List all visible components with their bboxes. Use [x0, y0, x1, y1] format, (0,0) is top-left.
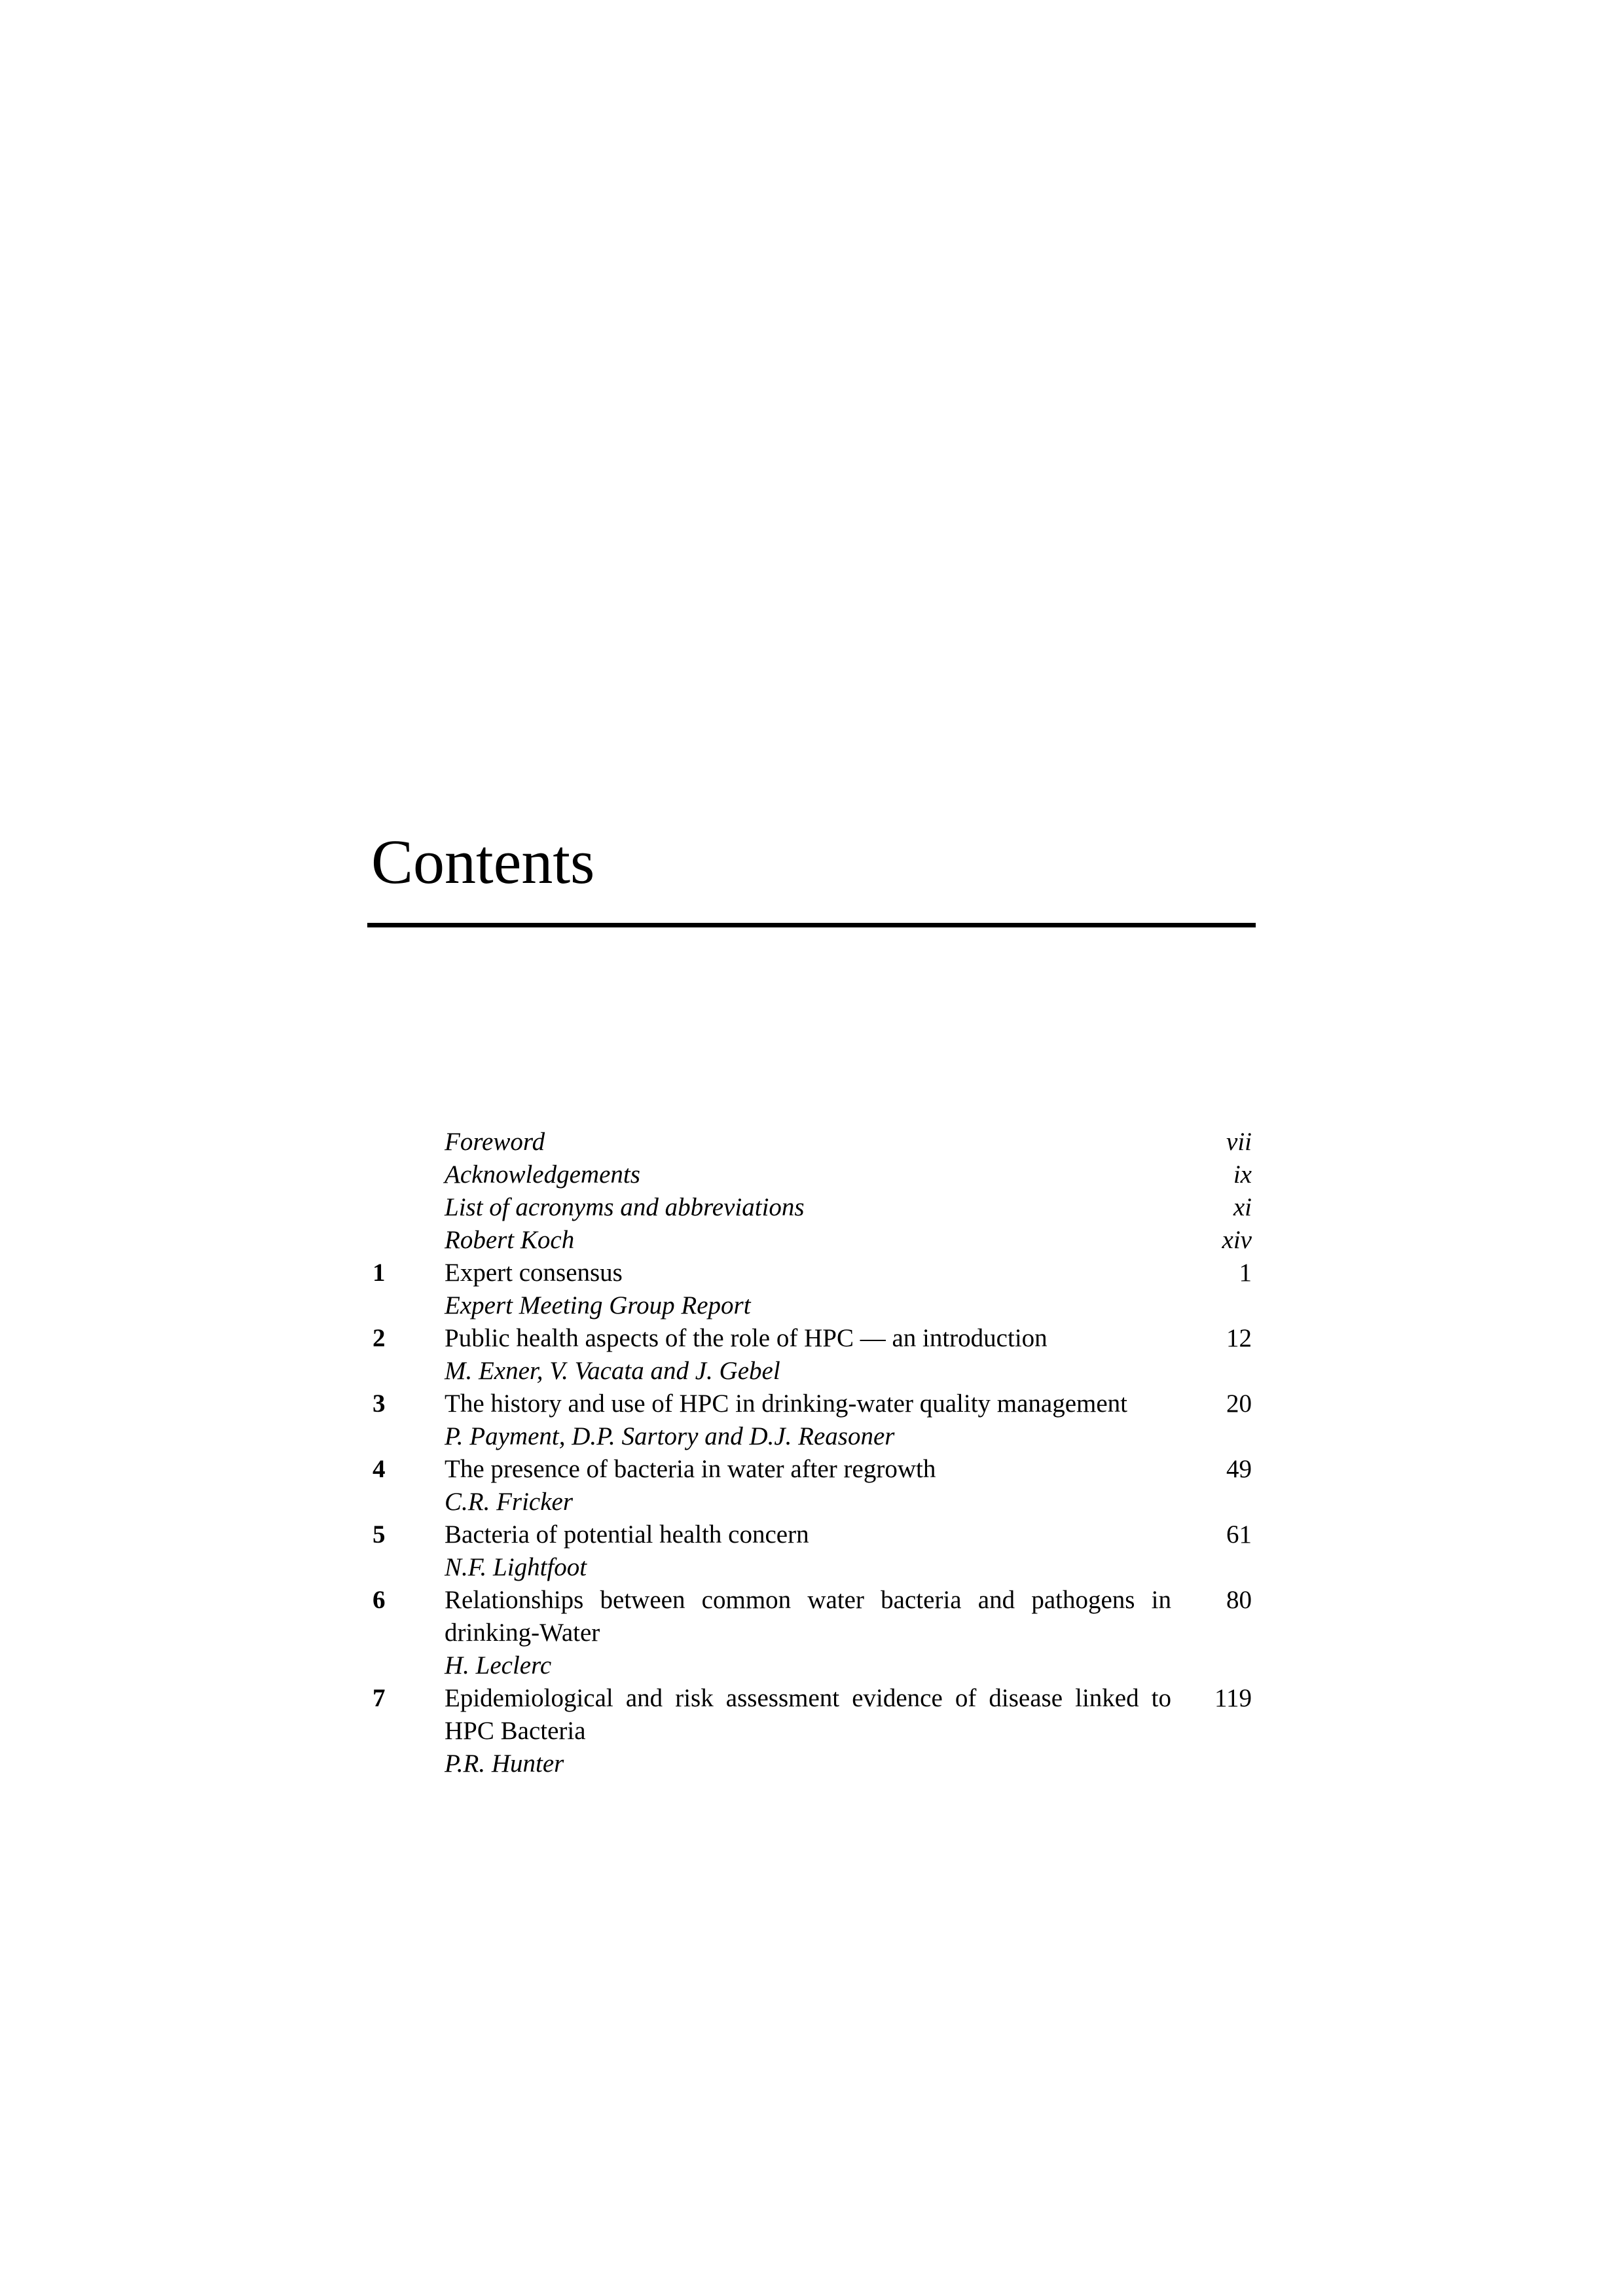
- toc-entry-robert-koch: [367, 1224, 1256, 1257]
- toc-entry-foreword: [367, 1126, 1256, 1158]
- chapter-author: Expert Meeting Group Report: [445, 1291, 751, 1319]
- toc-chapter-3: [367, 1388, 1256, 1420]
- chapter-page-number: 49: [1226, 1455, 1252, 1483]
- toc-chapter-4: [367, 1453, 1256, 1486]
- toc-entry-title: List of acronyms and abbreviations: [445, 1193, 805, 1221]
- toc-page-number: xi: [1233, 1193, 1252, 1221]
- toc-chapter-3-author-row: [367, 1420, 1256, 1453]
- toc-chapter-2-author-row: [367, 1355, 1256, 1388]
- chapter-author: C.R. Fricker: [445, 1488, 574, 1516]
- toc-page-number: xiv: [1222, 1226, 1252, 1254]
- toc-chapter-5: [367, 1518, 1256, 1551]
- chapter-page-number: 61: [1226, 1520, 1252, 1549]
- toc-chapter-5-author-row: [367, 1551, 1256, 1584]
- toc-chapter-6: [367, 1584, 1256, 1617]
- toc-entry-title: Acknowledgements: [445, 1160, 640, 1189]
- toc-entry-acronyms: [367, 1191, 1256, 1224]
- chapter-number: 6: [373, 1586, 386, 1614]
- chapter-number: 4: [373, 1455, 386, 1483]
- chapter-number: 5: [373, 1520, 386, 1549]
- toc-page-number: ix: [1233, 1160, 1252, 1189]
- chapter-author: H. Leclerc: [445, 1651, 552, 1679]
- chapter-author: P.R. Hunter: [445, 1749, 564, 1778]
- chapter-title-line-2: HPC Bacteria: [445, 1717, 586, 1745]
- toc-chapter-7-author-row: [367, 1748, 1256, 1780]
- chapter-number: 3: [373, 1390, 386, 1418]
- toc-entry-title: Robert Koch: [445, 1226, 575, 1254]
- chapter-number: 1: [373, 1259, 386, 1287]
- toc-chapter-4-author-row: [367, 1486, 1256, 1518]
- chapter-title: Expert consensus: [445, 1259, 623, 1287]
- chapter-author: N.F. Lightfoot: [445, 1553, 587, 1581]
- toc-chapter-6-title-cont: [367, 1617, 1256, 1649]
- title-divider: [367, 923, 1256, 927]
- chapter-title-line-1: Relationships between common water bacteria and pathogens in: [445, 1586, 1171, 1614]
- toc-chapter-1-author-row: [367, 1289, 1256, 1322]
- chapter-page-number: 1: [1239, 1259, 1252, 1287]
- chapter-title-line-1: Epidemiological and risk assessment evidence of disease linked to: [445, 1684, 1171, 1712]
- toc-chapter-7: [367, 1682, 1256, 1715]
- chapter-page-number: 12: [1226, 1324, 1252, 1352]
- chapter-page-number: 119: [1214, 1684, 1252, 1712]
- chapter-page-number: 80: [1226, 1586, 1252, 1614]
- chapter-title: Bacteria of potential health concern: [445, 1520, 809, 1549]
- toc-entry-acknowledgements: [367, 1158, 1256, 1191]
- toc-chapter-6-author-row: [367, 1649, 1256, 1682]
- chapter-title-line-2: drinking-Water: [445, 1619, 600, 1647]
- page-title: Contents: [371, 827, 595, 897]
- toc-chapter-7-title-cont: [367, 1715, 1256, 1748]
- chapter-author: P. Payment, D.P. Sartory and D.J. Reasoner: [445, 1422, 895, 1450]
- chapter-number: 7: [373, 1684, 386, 1712]
- chapter-page-number: 20: [1226, 1390, 1252, 1418]
- chapter-title: The history and use of HPC in drinking-water quality management: [445, 1390, 1128, 1418]
- table-of-contents: [367, 1126, 1256, 1780]
- toc-page-number: vii: [1226, 1128, 1252, 1156]
- chapter-title: The presence of bacteria in water after regrowth: [445, 1455, 936, 1483]
- toc-chapter-1: [367, 1257, 1256, 1289]
- toc-chapter-2: [367, 1322, 1256, 1355]
- toc-entry-title: Foreword: [445, 1128, 545, 1156]
- chapter-author: M. Exner, V. Vacata and J. Gebel: [445, 1357, 780, 1385]
- chapter-title: Public health aspects of the role of HPC — an introduction: [445, 1324, 1048, 1352]
- chapter-number: 2: [373, 1324, 386, 1352]
